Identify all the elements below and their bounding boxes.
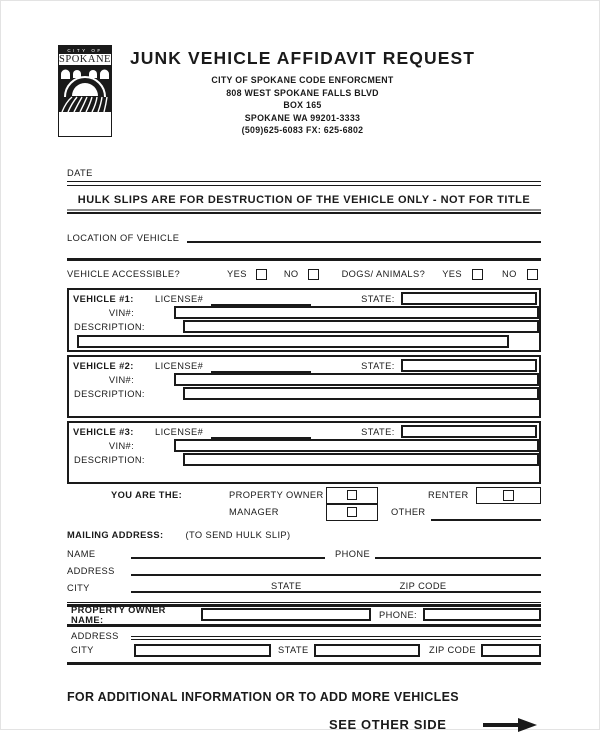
property-owner-name-input-box[interactable] [201,608,371,621]
vehicle-1-description-row [69,320,539,334]
mailing-city-row [67,577,541,594]
owner-address-input-line[interactable] [131,636,541,640]
other-input-line[interactable] [431,510,541,521]
description-input-box[interactable] [183,453,539,466]
owner-zip-label: ZIP CODE [429,645,476,656]
date-label: DATE [67,167,93,178]
vehicle-2-label: VEHICLE #2: [73,360,134,371]
additional-info-text: FOR ADDITIONAL INFORMATION OR TO ADD MORE VEHICLES [67,689,459,704]
phone-label: PHONE [335,548,371,559]
page-title: JUNK VEHICLE AFFIDAVIT REQUEST [129,48,476,68]
you-are-the-label: YOU ARE THE: [111,490,183,501]
mailing-address-row [67,560,541,577]
description-input-box[interactable] [183,387,539,400]
mailing-name-row [67,543,541,560]
vin-input-box[interactable] [174,373,539,386]
date-field-row [67,168,541,182]
accessible-no-label: NO [283,269,299,280]
form-header [58,45,541,137]
city-label: CITY [67,582,90,593]
dogs-animals-question: DOGS/ ANIMALS? [341,269,426,280]
owner-address-row [67,627,541,642]
vehicle-3-license-row [69,425,539,439]
hulk-slips-banner: HULK SLIPS ARE FOR DESTRUCTION OF THE VEHICLE ONLY - NOT FOR TITLE [77,193,531,206]
see-other-side-text: SEE OTHER SIDE [329,717,447,733]
vehicle-1-license-row [69,292,539,306]
org-address-line: BOX 165 [283,100,322,111]
right-arrow-icon [482,717,538,733]
vehicle-2-license-row [69,359,539,373]
description-extra-input-box[interactable] [77,335,509,348]
address-input-line[interactable] [131,565,541,576]
state-input-box[interactable] [401,425,537,438]
license-input-line[interactable] [211,363,311,373]
license-label: LICENSE# [155,426,204,437]
accessible-no-checkbox[interactable] [308,269,319,280]
spacer [69,467,539,480]
owner-city-input-box[interactable] [134,644,271,657]
section-divider [67,662,541,665]
vin-input-box[interactable] [174,439,539,452]
logo-spokane-text: SPOKANE [59,53,111,65]
license-input-line[interactable] [211,429,311,439]
description-input-box[interactable] [183,320,539,333]
animals-no-label: NO [502,269,517,280]
owner-state-input-box[interactable] [314,644,420,657]
owner-zip-input-box[interactable] [481,644,541,657]
mailing-hint: (TO SEND HULK SLIP) [185,529,291,540]
banner-rule [67,209,541,214]
vehicle-3-label: VEHICLE #3: [73,426,134,437]
date-input-line[interactable] [67,182,541,186]
owner-city-row [67,642,541,659]
owner-city-label: CITY [71,645,94,656]
animals-no-checkbox[interactable] [527,269,538,280]
spokane-logo [58,45,112,137]
state-label: STATE: [361,360,395,371]
bridge-falls-icon [59,66,111,112]
animals-yes-label: YES [442,269,462,280]
name-label: NAME [67,548,96,559]
property-owner-label: PROPERTY OWNER [229,490,324,501]
vehicle-2-section [67,355,541,418]
org-address-line: SPOKANE WA 99201-3333 [244,112,361,123]
description-label: DESCRIPTION: [74,321,145,332]
license-label: LICENSE# [155,293,204,304]
owner-state-label: STATE [278,645,309,656]
property-owner-checkbox[interactable] [347,490,357,500]
phone-input-line[interactable] [375,548,541,559]
state-label: STATE: [361,293,395,304]
you-are-the-row-2 [67,504,541,521]
location-input-line[interactable] [187,231,541,243]
animals-yes-checkbox[interactable] [472,269,483,280]
description-label: DESCRIPTION: [74,454,145,465]
renter-checkbox[interactable] [503,490,514,501]
state-input-box[interactable] [401,359,537,372]
org-address-line: CITY OF SPOKANE CODE ENFORCMENT [211,75,394,85]
zip-code-label: ZIP CODE [399,580,447,591]
accessibility-row [67,261,541,288]
manager-checkbox[interactable] [347,507,357,517]
state-label: STATE [271,580,302,591]
accessible-yes-checkbox[interactable] [256,269,267,280]
see-other-side-row [67,717,541,733]
owner-phone-input-box[interactable] [423,608,541,621]
vin-label: VIN#: [108,440,135,451]
vehicle-3-vin-row [69,439,539,453]
property-owner-name-label: PROPERTY OWNER NAME: [71,604,166,625]
city-state-zip-input-line[interactable] [131,580,541,593]
owner-phone-label: PHONE: [379,609,418,620]
spacer [69,401,539,414]
state-input-box[interactable] [401,292,537,305]
vehicle-3-description-row [69,453,539,467]
vehicle-3-section [67,421,541,484]
renter-label: RENTER [428,490,469,501]
vehicle-2-description-row [69,387,539,401]
location-row [67,229,541,243]
location-label: LOCATION OF VEHICLE [67,232,180,243]
manager-label: MANAGER [229,507,279,518]
vehicle-accessible-question: VEHICLE ACCESSIBLE? [67,269,181,280]
vehicle-1-vin-row [69,306,539,320]
vin-label: VIN#: [108,307,135,318]
you-are-the-row-1 [67,487,541,504]
renter-checkbox-cell[interactable] [476,487,541,504]
owner-address-label: ADDRESS [71,630,119,641]
other-label: OTHER [391,507,426,518]
name-input-line[interactable] [131,548,325,559]
state-label: STATE: [361,426,395,437]
license-input-line[interactable] [211,296,311,306]
mailing-address-label: MAILING ADDRESS: [67,529,164,540]
header-text-block [112,45,541,137]
description-label: DESCRIPTION: [74,388,145,399]
vehicle-1-label: VEHICLE #1: [73,293,134,304]
logo-city-of-text: CITY OF [59,46,111,54]
mailing-address-header [67,527,541,543]
vehicle-2-vin-row [69,373,539,387]
property-owner-name-row [67,604,541,627]
vehicle-1-section [67,288,541,352]
license-label: LICENSE# [155,360,204,371]
vin-label: VIN#: [108,374,135,385]
property-owner-checkbox-cell[interactable] [326,487,378,504]
accessible-yes-label: YES [227,269,247,280]
vin-input-box[interactable] [174,306,539,319]
manager-checkbox-cell[interactable] [326,504,378,521]
org-address-line: 808 WEST SPOKANE FALLS BLVD [226,87,379,98]
address-label: ADDRESS [67,565,115,576]
org-address-line: (509)625-6083 FX: 625-6802 [241,125,364,136]
